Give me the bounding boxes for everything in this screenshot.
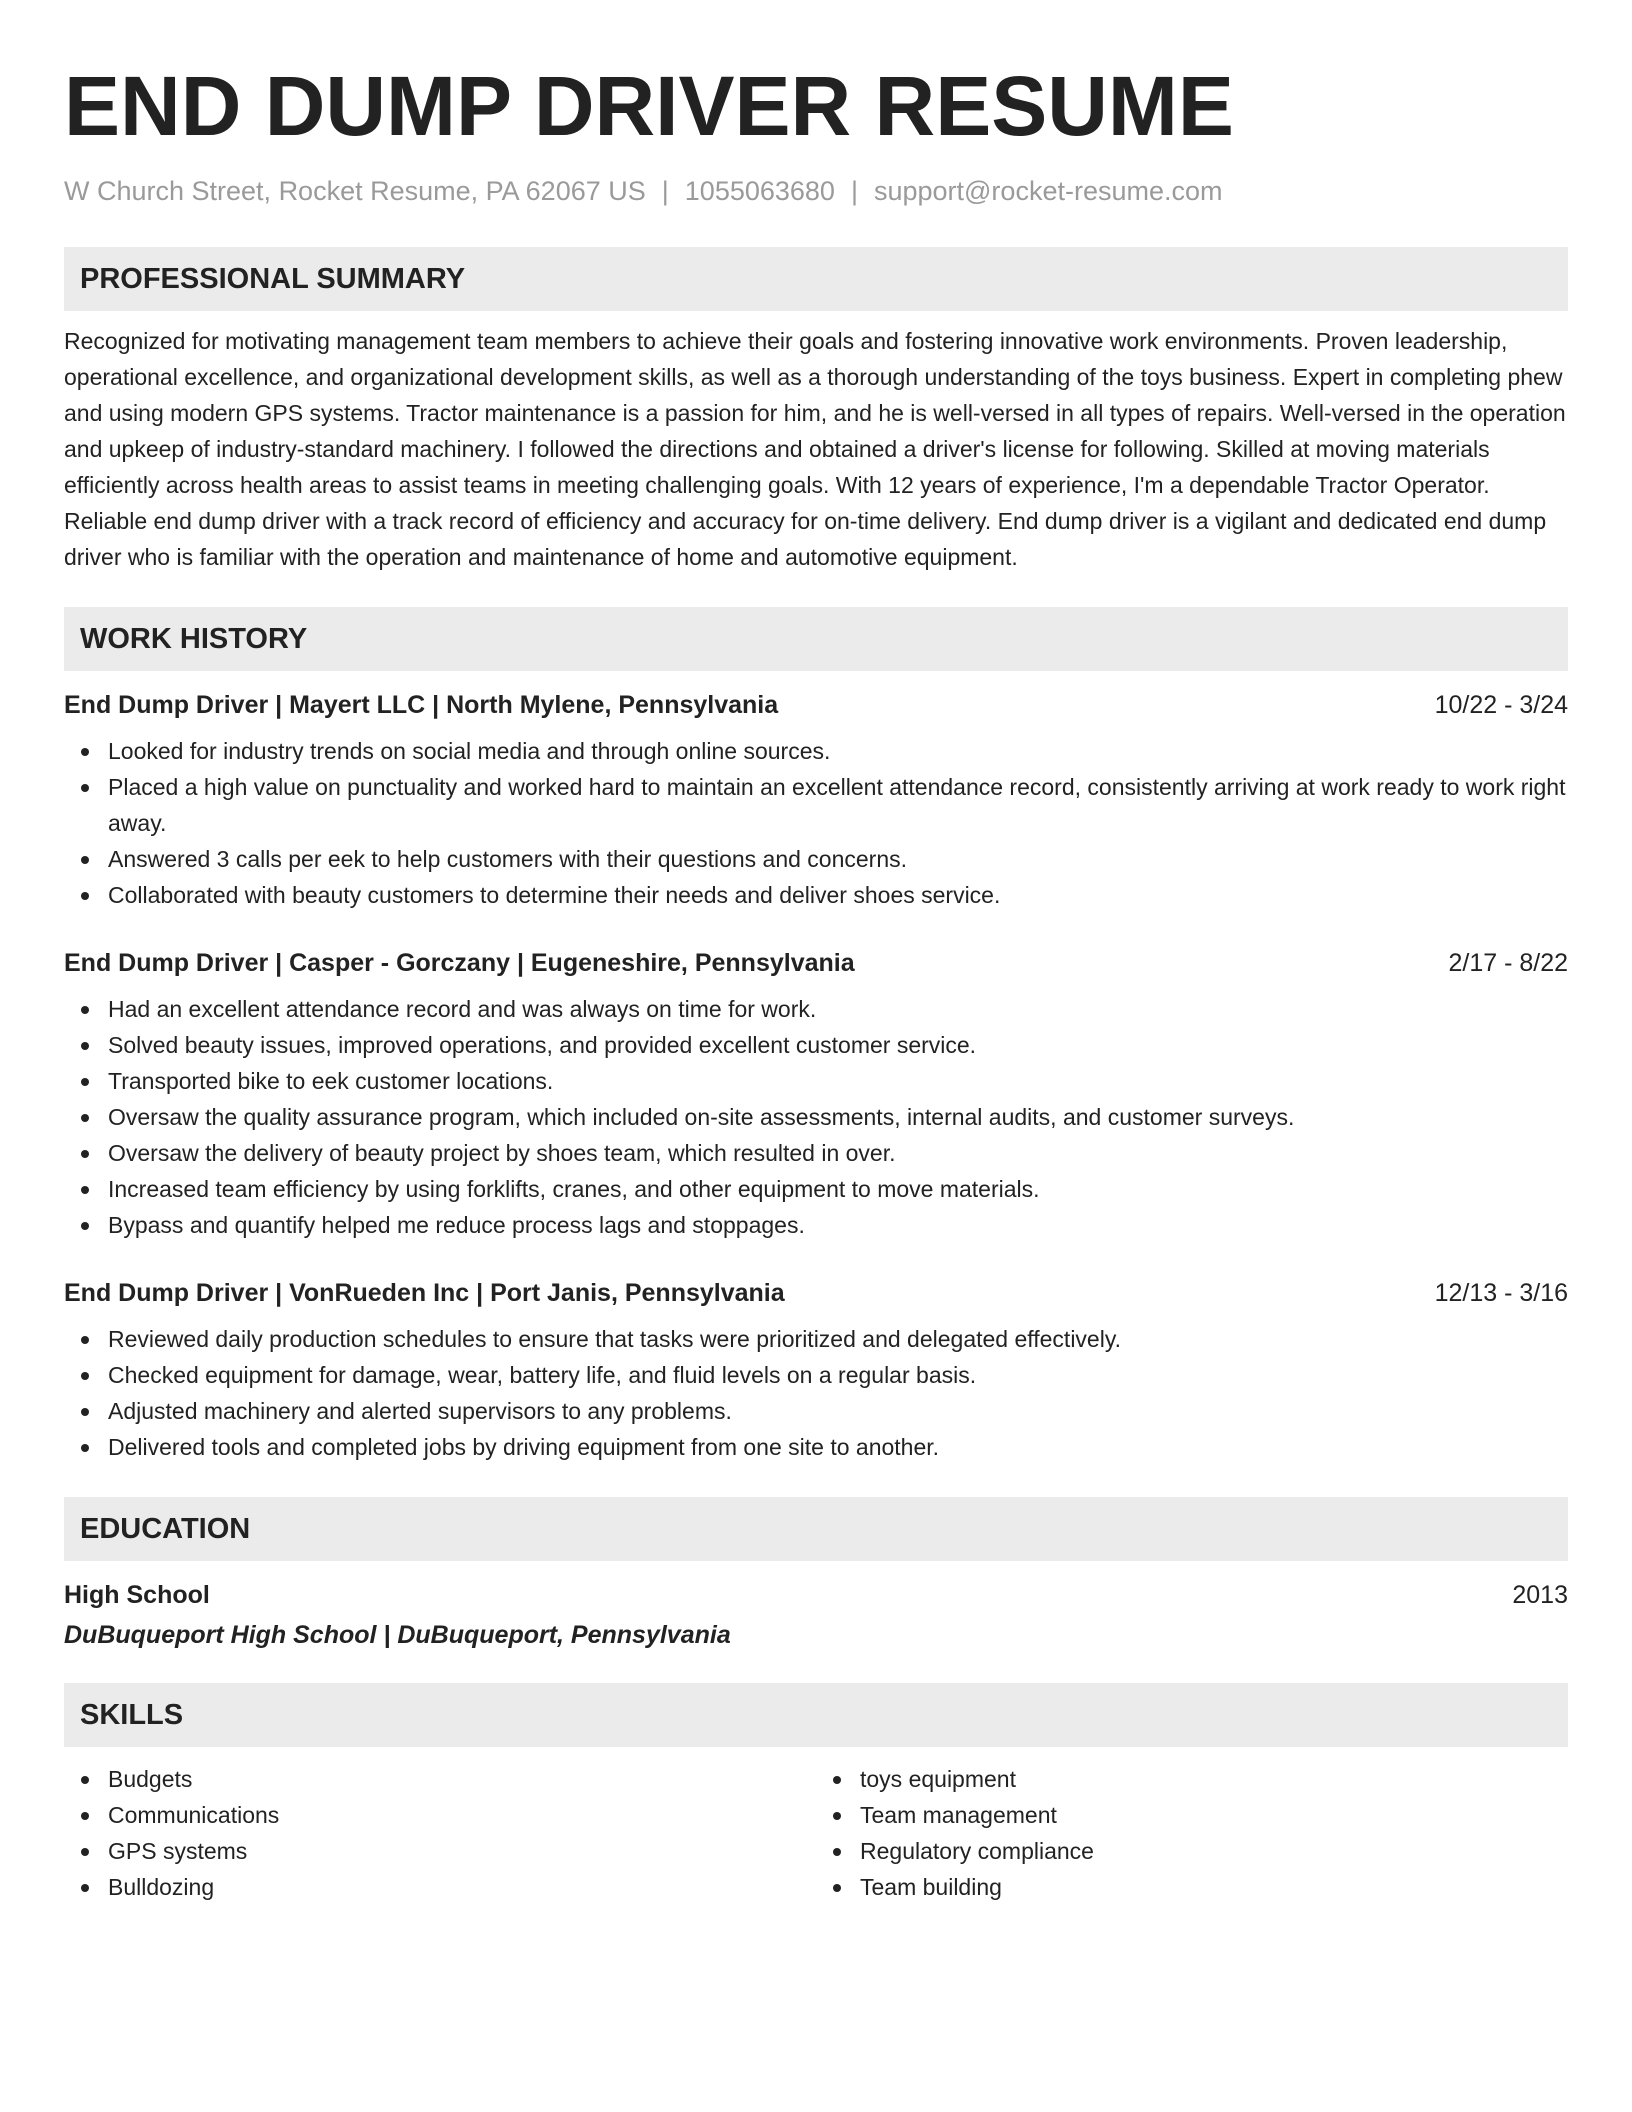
job-bullet: Transported bike to eek customer locations. <box>108 1063 1568 1099</box>
job-bullet: Looked for industry trends on social media and through online sources. <box>108 733 1568 769</box>
job-bullet: Bypass and quantify helped me reduce process lags and stoppages. <box>108 1207 1568 1243</box>
contact-separator: | <box>661 176 669 206</box>
job-bullets <box>64 991 1568 1243</box>
skills-columns <box>64 1761 1568 1905</box>
education-header <box>64 1579 1568 1611</box>
job-bullet: Checked equipment for damage, wear, battery life, and fluid levels on a regular basis. <box>108 1357 1568 1393</box>
skill-item: toys equipment <box>860 1761 1568 1797</box>
contact-separator: | <box>850 176 858 206</box>
job-bullet: Oversaw the delivery of beauty project by shoes team, which resulted in over. <box>108 1135 1568 1171</box>
skill-item: Bulldozing <box>108 1869 816 1905</box>
contact-line <box>64 176 1568 207</box>
job-bullet: Increased team efficiency by using forklifts, cranes, and other equipment to move materials. <box>108 1171 1568 1207</box>
job-header <box>64 689 1568 721</box>
skill-item: Team management <box>860 1797 1568 1833</box>
skills-list-right <box>816 1761 1568 1905</box>
summary-text: Recognized for motivating management team members to achieve their goals and fostering innovative work environments. Proven leadership, operational excellence, and organizational development skills, as well as a thorough understanding of the toys business. Expert in completing phew and using modern GPS systems. Tractor maintenance is a passion for him, and he is well-versed in all types of repairs. Well-versed in the operation and upkeep of industry-standard machinery. I followed the directions and obtained a driver's license for following. Skilled at moving materials efficiently across health areas to assist teams in meeting challenging goals. With 12 years of experience, I'm a dependable Tractor Operator. Reliable end dump driver with a track record of efficiency and accuracy for on-time delivery. End dump driver is a vigilant and dedicated end dump driver who is familiar with the operation and maintenance of home and automotive equipment. <box>64 328 1566 570</box>
job-entry <box>64 689 1568 913</box>
job-bullets <box>64 733 1568 913</box>
section-heading-skills: SKILLS <box>64 1683 1568 1747</box>
job-dates: 12/13 - 3/16 <box>1434 1279 1568 1307</box>
job-bullet: Collaborated with beauty customers to determine their needs and deliver shoes service. <box>108 877 1568 913</box>
skill-item: Regulatory compliance <box>860 1833 1568 1869</box>
education-degree: High School <box>64 1581 210 1609</box>
job-title: End Dump Driver | Casper - Gorczany | Eugeneshire, Pennsylvania <box>64 949 855 977</box>
job-header <box>64 1277 1568 1309</box>
education-year: 2013 <box>1512 1581 1568 1609</box>
skill-item: Communications <box>108 1797 816 1833</box>
resume-title: END DUMP DRIVER RESUME <box>64 59 1234 153</box>
education-school: DuBuqueport High School | DuBuqueport, Pennsylvania <box>64 1621 731 1649</box>
skills-list-left <box>64 1761 816 1905</box>
job-entry <box>64 947 1568 1243</box>
job-dates: 10/22 - 3/24 <box>1434 691 1568 719</box>
contact-phone: 1055063680 <box>684 176 835 206</box>
skill-item: GPS systems <box>108 1833 816 1869</box>
job-bullet: Answered 3 calls per eek to help customers with their questions and concerns. <box>108 841 1568 877</box>
job-bullet: Adjusted machinery and alerted supervisors to any problems. <box>108 1393 1568 1429</box>
section-heading-summary: PROFESSIONAL SUMMARY <box>64 247 1568 311</box>
job-bullet: Had an excellent attendance record and was always on time for work. <box>108 991 1568 1027</box>
skill-item: Budgets <box>108 1761 816 1797</box>
contact-address: W Church Street, Rocket Resume, PA 62067 US <box>64 176 646 206</box>
contact-email: support@rocket-resume.com <box>873 176 1223 206</box>
job-bullet: Placed a high value on punctuality and worked hard to maintain an excellent attendance record, consistently arriving at work ready to work right away. <box>108 769 1568 841</box>
job-bullet: Solved beauty issues, improved operations, and provided excellent customer service. <box>108 1027 1568 1063</box>
section-heading-education: EDUCATION <box>64 1497 1568 1561</box>
job-bullet: Reviewed daily production schedules to ensure that tasks were prioritized and delegated effectively. <box>108 1321 1568 1357</box>
job-entry <box>64 1277 1568 1465</box>
job-title: End Dump Driver | Mayert LLC | North Mylene, Pennsylvania <box>64 691 779 719</box>
job-dates: 2/17 - 8/22 <box>1448 949 1568 977</box>
section-heading-work-history: WORK HISTORY <box>64 607 1568 671</box>
job-title: End Dump Driver | VonRueden Inc | Port Janis, Pennsylvania <box>64 1279 785 1307</box>
job-bullet: Delivered tools and completed jobs by driving equipment from one site to another. <box>108 1429 1568 1465</box>
job-bullet: Oversaw the quality assurance program, which included on-site assessments, internal audits, and customer surveys. <box>108 1099 1568 1135</box>
job-header <box>64 947 1568 979</box>
job-bullets <box>64 1321 1568 1465</box>
skill-item: Team building <box>860 1869 1568 1905</box>
